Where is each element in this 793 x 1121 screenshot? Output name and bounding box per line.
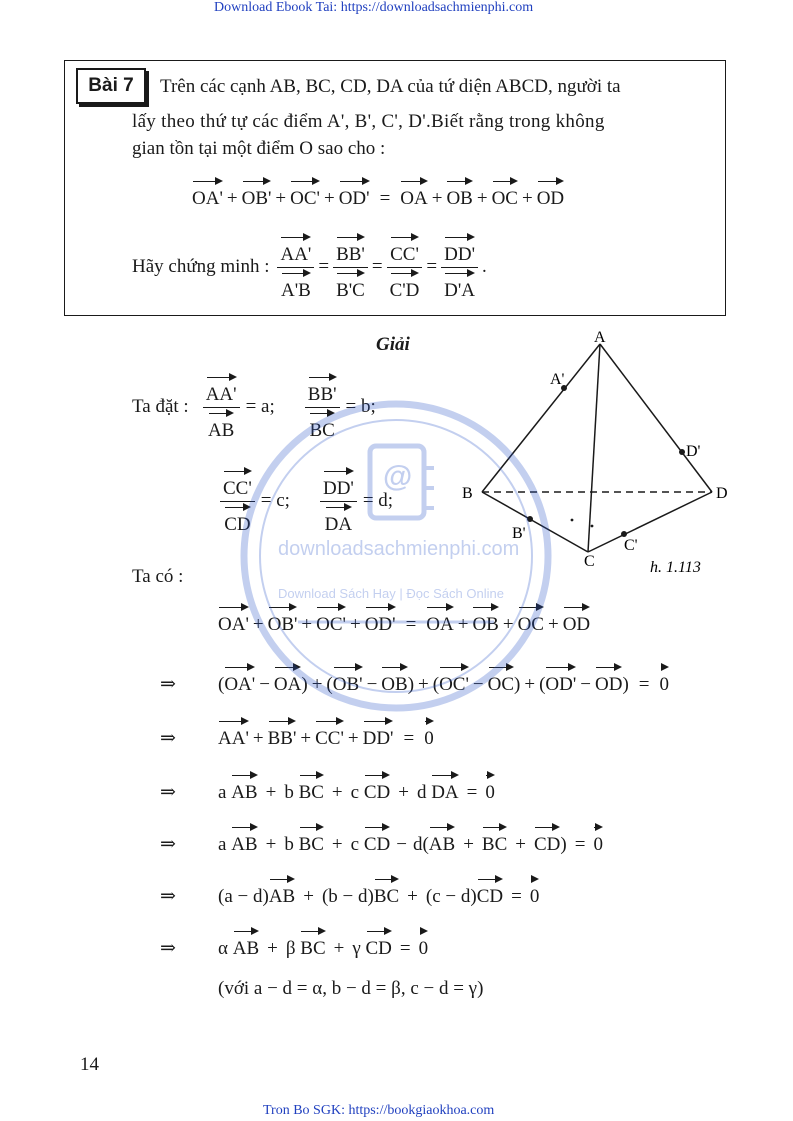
solution-title: Giải <box>376 334 410 355</box>
vector: OC' <box>316 602 346 634</box>
coefficient: c <box>350 834 360 855</box>
step-1: ⇒ (OA' − OA) + (OB' − OB) + (OC' − OC) + (OD' − OD) = 0 <box>160 662 669 696</box>
def-value: = c; <box>260 490 290 511</box>
fraction <box>305 372 340 442</box>
zero-vector: 0 <box>593 822 603 854</box>
prove-statement: Hãy chứng minh : $\frac{AA'}{A'B}$ = $\frac{BB'}{B'C}$ = $\frac{CC'}{C'D}$ = $\frac{DD'}{D'A}$ . <box>132 232 487 302</box>
vector: OD' <box>339 176 370 208</box>
vector: BC <box>309 408 334 440</box>
vector: C'D <box>390 268 420 300</box>
step-3: ⇒ a AB + b BC + c CD + d DA = 0 <box>160 770 495 804</box>
vector: AB <box>208 408 234 440</box>
coefficient: (a − d) <box>218 886 269 907</box>
coefficient: b <box>284 834 294 855</box>
problem-line-3: gian tồn tại một điểm O sao cho : <box>132 138 386 159</box>
label-D: D <box>716 485 728 502</box>
dot <box>571 519 574 522</box>
coefficient: a <box>218 782 227 803</box>
vector: OD <box>595 662 622 694</box>
coefficient: b <box>284 782 294 803</box>
vector: OA' <box>224 662 255 694</box>
vector: BC <box>482 822 507 854</box>
step-5: ⇒ (a − d)AB + (b − d)BC + (c − d)CD = 0 <box>160 874 539 908</box>
vector: BC <box>299 822 324 854</box>
vector: OA <box>400 176 427 208</box>
vector: AB <box>269 874 295 906</box>
fraction <box>277 232 314 302</box>
implies-symbol: ⇒ <box>160 782 176 803</box>
vector: B'C <box>336 268 365 300</box>
zero-vector: 0 <box>530 874 540 906</box>
vector: CC' <box>390 232 419 264</box>
implies-symbol: ⇒ <box>160 938 176 959</box>
vector: OC <box>492 176 518 208</box>
set-label: Ta đặt : <box>132 396 189 417</box>
header-download-link[interactable]: Download Ebook Tai: https://downloadsachmienphi.com <box>214 0 534 15</box>
problem-line-2: lấy theo thứ tự các điểm A', B', C', D'.Biết rằng trong không <box>132 111 605 132</box>
vector: AB <box>231 822 257 854</box>
vector: OA <box>426 602 453 634</box>
label-A1: A' <box>550 371 565 388</box>
vector: CD <box>477 874 503 906</box>
edge-CD <box>588 492 712 552</box>
problem-equation: OA' + OB' + OC' + OD' = OA + OB + OC + OD <box>192 176 564 210</box>
label-B1: B' <box>512 525 526 542</box>
label-C1: C' <box>624 537 638 554</box>
watermark-tagline: Download Sách Hay | Đọc Sách Online <box>278 586 504 601</box>
vector: OB' <box>242 176 272 208</box>
fraction <box>333 232 368 302</box>
vector: AB <box>429 822 455 854</box>
vector: BB' <box>308 372 337 404</box>
label-C: C <box>584 553 595 570</box>
vector: CD <box>534 822 560 854</box>
coefficient: (c − d) <box>425 886 477 907</box>
problem-badge: Bài 7 <box>76 68 146 104</box>
edge-BC <box>482 492 588 552</box>
coefficient: d <box>412 834 423 855</box>
vector: OC' <box>439 662 469 694</box>
fraction <box>203 372 240 442</box>
vector: A'B <box>281 268 311 300</box>
fraction <box>441 232 478 302</box>
vector: BC <box>374 874 399 906</box>
edge-AC <box>588 344 600 552</box>
vector: OC <box>518 602 544 634</box>
vector: OD <box>537 176 564 208</box>
def-value: = a; <box>245 396 275 417</box>
label-A: A <box>594 329 606 346</box>
zero-vector: 0 <box>419 926 429 958</box>
zero-vector: 0 <box>485 770 495 802</box>
vector: BB' <box>268 716 297 748</box>
vector: DA <box>325 502 352 534</box>
vector: OC' <box>290 176 320 208</box>
coefficient: c <box>350 782 360 803</box>
fraction <box>387 232 423 302</box>
vector: OB <box>381 662 407 694</box>
prove-label: Hãy chứng minh : <box>132 256 270 277</box>
vector: DD' <box>363 716 394 748</box>
watermark-at-symbol: @ <box>383 460 413 493</box>
page-number: 14 <box>80 1054 99 1075</box>
label-D1: D' <box>686 443 701 460</box>
point-B1 <box>527 516 533 522</box>
implies-symbol: ⇒ <box>160 886 176 907</box>
vector: OD' <box>365 602 396 634</box>
coefficient: α <box>218 938 228 959</box>
vector: OA' <box>192 176 223 208</box>
implies-symbol: ⇒ <box>160 674 176 695</box>
vector: CD <box>224 502 250 534</box>
coefficient: (b − d) <box>321 886 374 907</box>
vector: CD <box>366 926 392 958</box>
point-D1 <box>679 449 685 455</box>
edge-AD <box>600 344 712 492</box>
fraction <box>220 466 255 536</box>
step-2: ⇒ AA' + BB' + CC' + DD' = 0 <box>160 716 434 750</box>
figure-caption: h. 1.113 <box>650 559 701 576</box>
vector: CD <box>364 822 390 854</box>
label-B: B <box>462 485 473 502</box>
definition-row-1 <box>132 372 376 442</box>
substitution-note: (với a − d = α, b − d = β, c − d = γ) <box>218 978 484 999</box>
step-6: ⇒ α AB + β BC + γ CD = 0 <box>160 926 428 960</box>
vector: OB' <box>333 662 363 694</box>
def-value: = b; <box>345 396 376 417</box>
vector: OB <box>472 602 498 634</box>
coefficient: β <box>285 938 296 959</box>
vector: CC' <box>315 716 344 748</box>
vector: AB <box>233 926 259 958</box>
coefficient: d <box>416 782 427 803</box>
coefficient: γ <box>352 938 361 959</box>
vector: DA <box>431 770 458 802</box>
def-value: = d; <box>362 490 394 511</box>
fraction <box>320 466 357 536</box>
vector: BC <box>299 770 324 802</box>
have-label: Ta có : <box>132 566 184 587</box>
watermark-site: downloadsachmienphi.com <box>278 538 520 560</box>
vector: AA' <box>206 372 237 404</box>
zero-vector: 0 <box>660 662 670 694</box>
vector: CD <box>364 770 390 802</box>
implies-symbol: ⇒ <box>160 728 176 749</box>
tetrahedron-figure <box>450 326 750 582</box>
vector: D'A <box>444 268 475 300</box>
vector: DD' <box>323 466 354 498</box>
zero-vector: 0 <box>424 716 434 748</box>
edge-AB <box>482 344 600 492</box>
vector: BC <box>300 926 325 958</box>
implies-symbol: ⇒ <box>160 834 176 855</box>
problem-line-1: Trên các cạnh AB, BC, CD, DA của tứ diện ABCD, người ta <box>160 76 621 97</box>
vector: OA' <box>218 602 249 634</box>
vector: CC' <box>223 466 252 498</box>
vector: OB <box>446 176 472 208</box>
vector: AA' <box>280 232 311 264</box>
dot <box>591 525 594 528</box>
vector: BB' <box>336 232 365 264</box>
vector: OD <box>563 602 590 634</box>
vector: OC <box>488 662 514 694</box>
step-4: ⇒ a AB + b BC + c CD − d(AB + BC + CD) = 0 <box>160 822 603 856</box>
vector: AA' <box>218 716 249 748</box>
vector: OB' <box>268 602 298 634</box>
vector: OA <box>274 662 301 694</box>
vector: AB <box>231 770 257 802</box>
step-0: OA' + OB' + OC' + OD' = OA + OB + OC + OD <box>218 602 590 636</box>
vector: DD' <box>444 232 475 264</box>
footer-link[interactable]: Tron Bo SGK: https://bookgiaokhoa.com <box>263 1103 495 1118</box>
coefficient: a <box>218 834 227 855</box>
definition-row-2 <box>220 466 393 536</box>
vector: OD' <box>545 662 576 694</box>
